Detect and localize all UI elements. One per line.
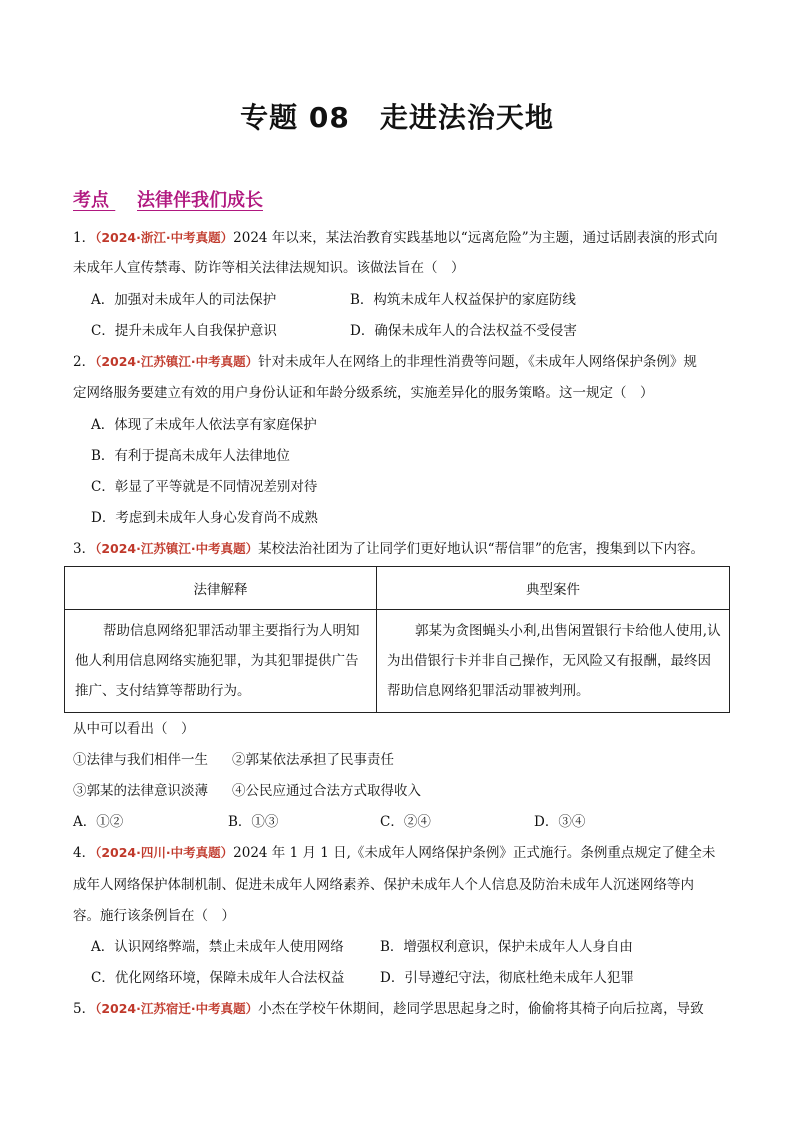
case-table-header-case: 典型案件 bbox=[377, 567, 730, 610]
question-2-option-c: C．彰显了平等就是不同情况差别对待 bbox=[91, 479, 318, 495]
question-1-line-1 bbox=[73, 229, 718, 247]
question-3-option-a: A．①② bbox=[73, 814, 124, 830]
question-3-option-d: D．③④ bbox=[534, 814, 586, 830]
case-table-cell-law bbox=[65, 610, 377, 713]
case-table-header-law: 法律解释 bbox=[65, 567, 377, 610]
case-table-row bbox=[65, 610, 730, 713]
case-table-cell-case bbox=[377, 610, 730, 713]
question-4-option-a: A．认识网络弊端，禁止未成年人使用网络 bbox=[91, 939, 344, 955]
case-table bbox=[64, 566, 730, 713]
question-1-number: 1． bbox=[73, 230, 96, 246]
question-3-stem: 从中可以看出（ ） bbox=[73, 721, 195, 737]
question-4-text-1: 2024 年 1 月 1 日,《未成年人网络保护条例》正式施行。条例重点规定了健全未 bbox=[233, 845, 716, 861]
question-1-option-a: A．加强对未成年人的司法保护 bbox=[91, 292, 277, 308]
case-table-law-text: 帮助信息网络犯罪活动罪主要指行为人明知他人利用信息网络实施犯罪，为其犯罪提供广告推广、支付结算等帮助行为。 bbox=[75, 623, 360, 699]
page-title bbox=[0, 96, 794, 136]
question-1-source: （2024·浙江·中考真题） bbox=[95, 230, 234, 245]
question-3-source: （2024·江苏镇江·中考真题） bbox=[95, 541, 259, 556]
section-label: 考点 bbox=[73, 190, 109, 211]
question-1-option-d: D．确保未成年人的合法权益不受侵害 bbox=[350, 323, 577, 339]
question-5-text-1: 小杰在学校午休期间，趁同学思思起身之时，偷偷将其椅子向后拉离，导致 bbox=[258, 1001, 704, 1017]
question-2-option-d: D．考虑到未成年人身心发育尚不成熟 bbox=[91, 510, 318, 526]
question-5-line-1 bbox=[73, 1000, 704, 1018]
question-3-text-1: 某校法治社团为了让同学们更好地认识“帮信罪”的危害，搜集到以下内容。 bbox=[258, 541, 704, 557]
question-3-option-b: B．①③ bbox=[228, 814, 279, 830]
question-4-line-2: 成年人网络保护体制机制、促进未成年人网络素养、保护未成年人个人信息及防治未成年人沉迷网络等内 bbox=[73, 877, 694, 893]
question-1-text-1: 2024 年以来，某法治教育实践基地以“远离危险”为主题，通过话剧表演的形式向 bbox=[233, 230, 718, 246]
question-4-source: （2024·四川·中考真题） bbox=[95, 845, 234, 860]
question-1-line-2: 未成年人宣传禁毒、防诈等相关法律法规知识。该做法旨在（ ） bbox=[73, 260, 465, 276]
question-5-number: 5． bbox=[73, 1001, 96, 1017]
question-1-option-c: C．提升未成年人自我保护意识 bbox=[91, 323, 277, 339]
question-4-option-d: D．引导遵纪守法，彻底杜绝未成年人犯罪 bbox=[380, 970, 634, 986]
question-3-number: 3． bbox=[73, 541, 96, 557]
section-heading bbox=[73, 186, 263, 212]
title-number: 专题 08 bbox=[240, 101, 350, 134]
question-3-item-2: ②郭某依法承担了民事责任 bbox=[232, 752, 394, 768]
question-3-line-1 bbox=[73, 540, 704, 558]
case-table-case-text: 郭某为贪图蝇头小利,出售闲置银行卡给他人使用,认为出借银行卡并非自己操作，无风险又有报酬，最终因帮助信息网络犯罪活动罪被判刑。 bbox=[387, 623, 721, 699]
question-2-option-a: A．体现了未成年人依法享有家庭保护 bbox=[91, 417, 317, 433]
question-3-item-1: ①法律与我们相伴一生 bbox=[73, 752, 208, 768]
question-2-source: （2024·江苏镇江·中考真题） bbox=[95, 354, 259, 369]
question-3-item-3: ③郭某的法律意识淡薄 bbox=[73, 783, 208, 799]
question-2-text-1: 针对未成年人在网络上的非理性消费等问题，《未成年人网络保护条例》规 bbox=[258, 354, 697, 370]
question-5-source: （2024·江苏宿迁·中考真题） bbox=[95, 1001, 259, 1016]
question-2-option-b: B．有利于提高未成年人法律地位 bbox=[91, 448, 290, 464]
question-2-line-2: 定网络服务要建立有效的用户身份认证和年龄分级系统，实施差异化的服务策略。这一规定（ ） bbox=[73, 385, 654, 401]
title-topic: 走进法治天地 bbox=[379, 101, 554, 134]
question-4-option-b: B．增强权利意识，保护未成年人人身自由 bbox=[380, 939, 633, 955]
question-2-number: 2． bbox=[73, 354, 96, 370]
question-4-option-c: C．优化网络环境，保障未成年人合法权益 bbox=[91, 970, 345, 986]
case-table-header-row bbox=[65, 567, 730, 610]
question-2-line-1 bbox=[73, 353, 697, 371]
question-4-line-3: 容。施行该条例旨在（ ） bbox=[73, 908, 235, 924]
question-4-number: 4． bbox=[73, 845, 96, 861]
question-1-option-b: B．构筑未成年人权益保护的家庭防线 bbox=[350, 292, 576, 308]
section-title: 法律伴我们成长 bbox=[137, 190, 263, 211]
question-3-item-4: ④公民应通过合法方式取得收入 bbox=[232, 783, 421, 799]
question-3-option-c: C．②④ bbox=[380, 814, 431, 830]
question-4-line-1 bbox=[73, 844, 715, 862]
